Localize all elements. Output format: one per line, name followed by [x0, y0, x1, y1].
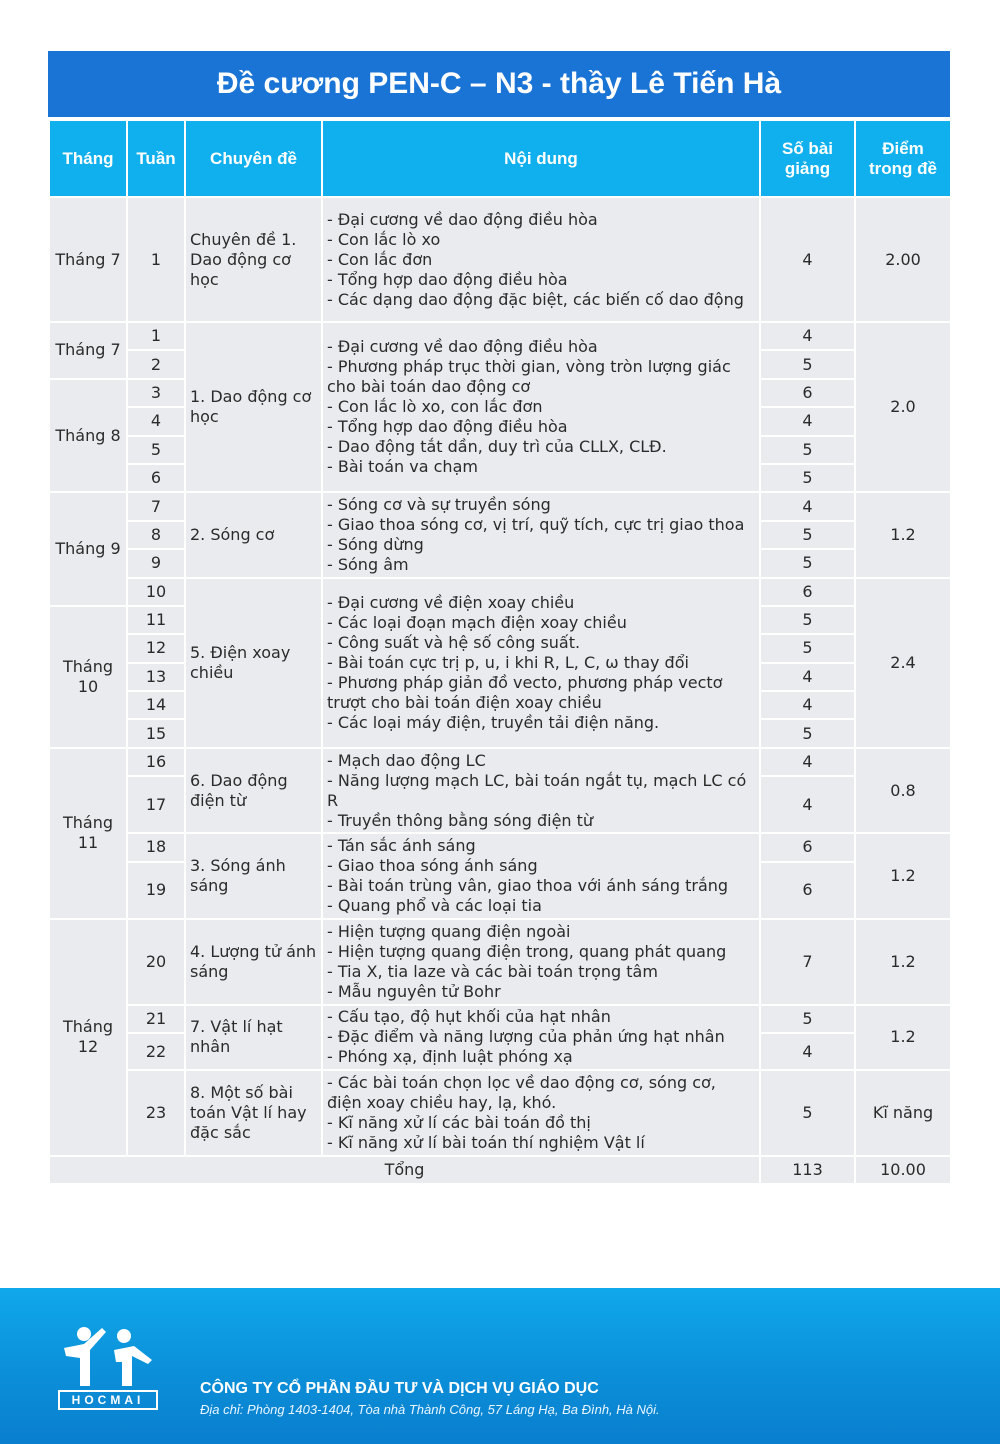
table-row: [49, 1070, 951, 1156]
header-lessons: Số bài giảng: [760, 120, 855, 197]
hocmai-logo: [58, 1322, 158, 1414]
lessons-cell: 5: [760, 464, 855, 492]
content-line: - Bài toán va chạm: [327, 457, 478, 477]
week-cell: 21: [127, 1005, 185, 1033]
week-cell: 2: [127, 350, 185, 378]
lessons-cell: 6: [760, 379, 855, 407]
content-line: - Phương pháp trục thời gian, vòng tròn lượng giác cho bài toán dao động cơ: [327, 357, 731, 397]
month-cell: Tháng 7: [49, 322, 127, 379]
week-cell: 22: [127, 1033, 185, 1070]
week-cell: 4: [127, 407, 185, 435]
lessons-cell: 4: [760, 1033, 855, 1070]
content-line: - Đại cương về dao động điều hòa: [327, 337, 598, 357]
document-title: Đề cương PEN-C – N3 - thầy Lê Tiến Hà: [48, 51, 950, 117]
content-line: - Tổng hợp dao động điều hòa: [327, 417, 568, 437]
table-row: [49, 1005, 951, 1033]
content-line: - Bài toán trùng vân, giao thoa với ánh sáng trắng: [327, 875, 729, 895]
content-cell: [322, 919, 760, 1005]
content-line: - Con lắc lò xo: [327, 229, 441, 249]
score-cell: 1.2: [855, 833, 951, 918]
content-line: - Cấu tạo, độ hụt khối của hạt nhân: [327, 1007, 611, 1027]
topic-cell: 8. Một số bài toán Vật lí hay đặc sắc: [185, 1070, 322, 1156]
content-line: - Hiện tượng quang điện trong, quang phát quang: [327, 941, 727, 961]
month-cell: Tháng 10: [49, 606, 127, 748]
header-week: Tuần: [127, 120, 185, 197]
month-cell: Tháng 12: [49, 919, 127, 1156]
lessons-cell: 4: [760, 691, 855, 719]
week-cell: 17: [127, 776, 185, 833]
topic-cell: 7. Vật lí hạt nhân: [185, 1005, 322, 1070]
total-score: 10.00: [855, 1156, 951, 1184]
week-cell: 13: [127, 663, 185, 691]
lessons-cell: 5: [760, 606, 855, 634]
header-score: Điểm trong đề: [855, 120, 951, 197]
table-row: [49, 748, 951, 776]
topic-cell: 5. Điện xoay chiều: [185, 578, 322, 748]
content-line: - Các bài toán chọn lọc về dao động cơ, sóng cơ, điện xoay chiều hay, lạ, khó.: [327, 1073, 716, 1113]
lessons-cell: 4: [760, 322, 855, 350]
score-cell: 1.2: [855, 492, 951, 577]
content-cell: [322, 748, 760, 833]
content-line: - Mạch dao động LC: [327, 750, 486, 770]
content-cell: [322, 1070, 760, 1156]
table-row: [49, 197, 951, 322]
two-people-icon: [58, 1322, 158, 1388]
content-line: - Bài toán cực trị p, u, i khi R, L, C, ω thay đổi: [327, 652, 689, 672]
lessons-cell: 5: [760, 521, 855, 549]
header-month: Tháng: [49, 120, 127, 197]
content-line: - Đại cương về điện xoay chiều: [327, 592, 575, 612]
lessons-cell: 4: [760, 407, 855, 435]
content-line: - Sóng cơ và sự truyền sóng: [327, 494, 551, 514]
content-line: - Công suất và hệ số công suất.: [327, 632, 581, 652]
header-topic: Chuyên đề: [185, 120, 322, 197]
content-line: - Giao thoa sóng cơ, vị trí, quỹ tích, cực trị giao thoa: [327, 514, 745, 534]
table-row: [49, 919, 951, 1005]
content-cell: [322, 197, 760, 322]
content-line: - Hiện tượng quang điện ngoài: [327, 921, 571, 941]
topic-cell: 4. Lượng tử ánh sáng: [185, 919, 322, 1005]
week-cell: 3: [127, 379, 185, 407]
topic-cell: 1. Dao động cơ học: [185, 322, 322, 492]
lessons-cell: 4: [760, 776, 855, 833]
content-line: - Kĩ năng xử lí bài toán thí nghiệm Vật lí: [327, 1133, 645, 1153]
content-line: - Sóng dừng: [327, 534, 424, 554]
week-cell: 7: [127, 492, 185, 520]
content-line: - Phóng xạ, định luật phóng xạ: [327, 1047, 573, 1067]
week-cell: 18: [127, 833, 185, 861]
week-cell: 8: [127, 521, 185, 549]
content-line: - Tia X, tia laze và các bài toán trọng tâm: [327, 961, 658, 981]
week-cell: 23: [127, 1070, 185, 1156]
lessons-cell: 4: [760, 197, 855, 322]
lessons-cell: 5: [760, 549, 855, 577]
header-content: Nội dung: [322, 120, 760, 197]
lessons-cell: 5: [760, 1005, 855, 1033]
content-line: - Sóng âm: [327, 554, 409, 574]
content-cell: [322, 492, 760, 577]
content-line: - Phương pháp giản đồ vecto, phương pháp vectơ trượt cho bài toán điện xoay chiều: [327, 672, 723, 712]
footer-banner: [0, 1288, 1000, 1444]
week-cell: 15: [127, 719, 185, 747]
content-cell: [322, 322, 760, 492]
lessons-cell: 4: [760, 748, 855, 776]
lessons-cell: 5: [760, 1070, 855, 1156]
content-line: - Tán sắc ánh sáng: [327, 835, 476, 855]
topic-cell: Chuyên đề 1. Dao động cơ học: [185, 197, 322, 322]
week-cell: 5: [127, 436, 185, 464]
content-cell: [322, 578, 760, 748]
logo-text: HOCMAI: [58, 1390, 158, 1410]
content-line: - Tổng hợp dao động điều hòa: [327, 269, 568, 289]
content-cell: [322, 1005, 760, 1070]
lessons-cell: 4: [760, 492, 855, 520]
week-cell: 9: [127, 549, 185, 577]
table-row: [49, 578, 951, 606]
topic-cell: 6. Dao động điện từ: [185, 748, 322, 833]
table-row: [49, 322, 951, 350]
week-cell: 1: [127, 322, 185, 350]
week-cell: 11: [127, 606, 185, 634]
week-cell: 16: [127, 748, 185, 776]
lessons-cell: 5: [760, 634, 855, 662]
total-row: [49, 1156, 951, 1184]
lessons-cell: 7: [760, 919, 855, 1005]
score-cell: 2.0: [855, 322, 951, 492]
month-cell: Tháng 8: [49, 379, 127, 493]
content-line: - Các dạng dao động đặc biệt, các biến cố dao động: [327, 289, 744, 309]
week-cell: 14: [127, 691, 185, 719]
content-line: - Con lắc đơn: [327, 249, 433, 269]
week-cell: 10: [127, 578, 185, 606]
topic-cell: 2. Sóng cơ: [185, 492, 322, 577]
total-label: Tổng: [49, 1156, 760, 1184]
score-cell: 2.00: [855, 197, 951, 322]
company-name: CÔNG TY CỔ PHẦN ĐẦU TƯ VÀ DỊCH VỤ GIÁO DỤC: [200, 1380, 599, 1397]
content-line: - Năng lượng mạch LC, bài toán ngắt tụ, mạch LC có R: [327, 770, 747, 810]
content-line: - Đại cương về dao động điều hòa: [327, 209, 598, 229]
table-header-row: [49, 120, 951, 197]
content-line: - Đặc điểm và năng lượng của phản ứng hạt nhân: [327, 1027, 725, 1047]
score-cell: Kĩ năng: [855, 1070, 951, 1156]
score-cell: 2.4: [855, 578, 951, 748]
content-line: - Các loại máy điện, truyền tải điện năng.: [327, 712, 660, 732]
month-cell: Tháng 7: [49, 197, 127, 322]
syllabus-table: [48, 119, 952, 1185]
lessons-cell: 6: [760, 862, 855, 919]
total-lessons: 113: [760, 1156, 855, 1184]
content-line: - Truyền thông bằng sóng điện từ: [327, 810, 594, 830]
lessons-cell: 5: [760, 719, 855, 747]
company-address: Địa chỉ: Phòng 1403-1404, Tòa nhà Thành Công, 57 Láng Hạ, Ba Đình, Hà Nội.: [200, 1402, 660, 1417]
lessons-cell: 5: [760, 436, 855, 464]
month-cell: Tháng 9: [49, 492, 127, 606]
content-line: - Mẫu nguyên tử Bohr: [327, 981, 501, 1001]
lessons-cell: 5: [760, 350, 855, 378]
table-row: [49, 833, 951, 861]
content-line: - Giao thoa sóng ánh sáng: [327, 855, 538, 875]
week-cell: 19: [127, 862, 185, 919]
content-line: - Các loại đoạn mạch điện xoay chiều: [327, 612, 627, 632]
content-line: - Dao động tắt dần, duy trì của CLLX, CLĐ.: [327, 437, 667, 457]
table-row: [49, 492, 951, 520]
topic-cell: 3. Sóng ánh sáng: [185, 833, 322, 918]
content-line: - Kĩ năng xử lí các bài toán đồ thị: [327, 1113, 591, 1133]
week-cell: 12: [127, 634, 185, 662]
content-line: - Quang phổ và các loại tia: [327, 895, 542, 915]
week-cell: 20: [127, 919, 185, 1005]
week-cell: 6: [127, 464, 185, 492]
lessons-cell: 6: [760, 578, 855, 606]
content-cell: [322, 833, 760, 918]
lessons-cell: 6: [760, 833, 855, 861]
score-cell: 0.8: [855, 748, 951, 833]
month-cell: Tháng 11: [49, 748, 127, 919]
content-line: - Con lắc lò xo, con lắc đơn: [327, 397, 543, 417]
score-cell: 1.2: [855, 919, 951, 1005]
week-cell: 1: [127, 197, 185, 322]
lessons-cell: 4: [760, 663, 855, 691]
score-cell: 1.2: [855, 1005, 951, 1070]
